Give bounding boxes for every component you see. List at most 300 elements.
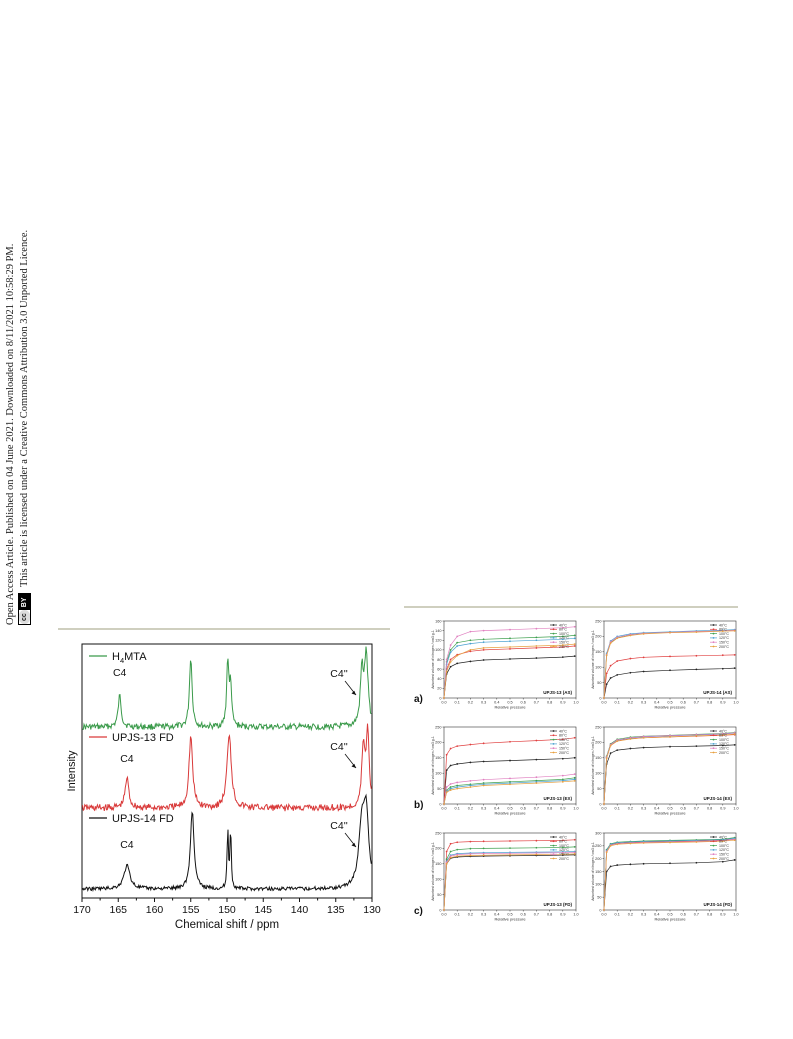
isotherm-point xyxy=(574,737,576,739)
nmr-spectrum-figure xyxy=(62,640,387,940)
y-tick-label: 80 xyxy=(437,657,442,662)
chart-title: UPJS-14 (EX) xyxy=(703,796,732,801)
legend-label: 200°C xyxy=(559,750,570,755)
y-tick-label: 0 xyxy=(599,908,602,913)
legend-label: 100°C xyxy=(719,631,730,636)
peak-label-c4pp: C4'' xyxy=(330,820,348,832)
isotherm-point xyxy=(443,803,445,805)
isotherm-point xyxy=(630,843,632,845)
isotherm-point xyxy=(450,789,452,791)
y-tick-label: 250 xyxy=(435,831,442,836)
x-tick-label: 0.4 xyxy=(654,700,660,705)
isotherm-point xyxy=(483,761,485,763)
isotherm-point xyxy=(536,847,538,849)
legend-label-3: UPJS-14 FD xyxy=(112,813,174,825)
isotherm-point xyxy=(643,842,645,844)
licence-text[interactable]: This article is licensed under a Creative Commons Attribution 3.0 Unported Licence. xyxy=(19,229,30,588)
legend-marker xyxy=(713,730,715,732)
legend-label: 120°C xyxy=(719,742,730,747)
legend-marker xyxy=(713,752,715,754)
x-tick-label: 160 xyxy=(145,904,164,916)
isotherm-point xyxy=(450,765,452,767)
y-tick-label: 250 xyxy=(595,844,602,849)
isotherm-point xyxy=(470,786,472,788)
x-tick-label: 0.7 xyxy=(533,912,540,917)
isotherm-point xyxy=(696,735,698,737)
isotherm-point xyxy=(669,669,671,671)
peak-arrowhead xyxy=(352,691,357,695)
isotherm-chart xyxy=(430,724,580,816)
isotherm-point xyxy=(616,740,618,742)
chart-title: UPJS-14 (FD) xyxy=(703,902,732,907)
isotherm-point xyxy=(456,662,458,664)
isotherm-point xyxy=(456,841,458,843)
isotherm-point xyxy=(483,742,485,744)
y-axis-label: Adsorbed volume of nitrogen / cm3 g-1 xyxy=(431,842,435,901)
x-tick-label: 145 xyxy=(254,904,273,916)
x-tick-label: 0.9 xyxy=(720,912,726,917)
isotherm-point xyxy=(456,788,458,790)
x-tick-label: 130 xyxy=(363,904,381,916)
x-tick-label: 0.8 xyxy=(546,912,553,917)
isotherm-chart xyxy=(590,724,740,816)
y-tick-label: 50 xyxy=(597,895,602,900)
isotherm-point xyxy=(643,863,645,865)
left-column-rule xyxy=(58,628,390,630)
x-tick-label: 0.8 xyxy=(706,912,713,917)
legend-label: 40°C xyxy=(559,835,568,840)
isotherm-point xyxy=(562,781,564,783)
x-tick-label: 0.4 xyxy=(494,806,500,811)
y-tick-label: 100 xyxy=(435,771,442,776)
isotherm-point xyxy=(450,788,452,790)
isotherm-svg xyxy=(590,830,740,922)
y-tick-label: 100 xyxy=(435,648,442,653)
licence-notice xyxy=(4,185,44,625)
y-tick-label: 200 xyxy=(435,846,442,851)
isotherm-point xyxy=(483,785,485,787)
legend-label: 80°C xyxy=(719,733,728,738)
legend-label: 150°C xyxy=(559,640,570,645)
isotherm-point xyxy=(443,697,445,699)
isotherm-point xyxy=(450,851,452,853)
isotherm-point xyxy=(456,642,458,644)
isotherm-point xyxy=(450,666,452,668)
legend-label: 100°C xyxy=(719,843,730,848)
isotherm-svg xyxy=(430,830,580,922)
legend-marker xyxy=(713,637,715,639)
legend-marker xyxy=(713,628,715,630)
x-tick-label: 0.4 xyxy=(654,806,660,811)
isotherm-point xyxy=(574,635,576,637)
isotherm-point xyxy=(470,762,472,764)
y-tick-label: 150 xyxy=(595,756,602,761)
isotherm-point xyxy=(616,637,618,639)
legend-label: 40°C xyxy=(559,729,568,734)
x-tick-label: 0.4 xyxy=(494,912,500,917)
x-tick-label: 0.3 xyxy=(480,700,487,705)
isotherm-point xyxy=(509,783,511,785)
x-axis-label: Chemical shift / ppm xyxy=(174,919,280,931)
y-tick-label: 150 xyxy=(435,756,442,761)
isotherm-point xyxy=(574,626,576,628)
isotherm-point xyxy=(446,659,448,661)
x-tick-label: 0.8 xyxy=(706,700,713,705)
y-tick-label: 200 xyxy=(595,634,602,639)
isotherm-chart xyxy=(590,830,740,922)
isotherm-point xyxy=(669,842,671,844)
isotherm-point xyxy=(722,668,724,670)
isotherm-point xyxy=(574,780,576,782)
isotherm-point xyxy=(616,864,618,866)
y-tick-label: 200 xyxy=(595,740,602,745)
legend-marker xyxy=(713,853,715,855)
isotherm-point xyxy=(536,657,538,659)
isotherm-point xyxy=(603,697,605,699)
legend-marker xyxy=(713,633,715,635)
y-tick-label: 100 xyxy=(595,882,602,887)
legend-marker xyxy=(713,646,715,648)
legend-label: 120°C xyxy=(719,848,730,853)
peak-arrowhead xyxy=(352,764,357,768)
peak-label-c4pp: C4'' xyxy=(330,741,348,753)
isotherm-point xyxy=(696,631,698,633)
legend-marker xyxy=(553,858,555,860)
x-tick-label: 135 xyxy=(326,904,345,916)
isotherm-chart xyxy=(430,618,580,710)
legend-marker xyxy=(553,730,555,732)
isotherm-point xyxy=(669,632,671,634)
legend-label: 40°C xyxy=(719,835,728,840)
isotherm-point xyxy=(450,651,452,653)
legend-marker xyxy=(553,641,555,643)
y-tick-label: 60 xyxy=(437,667,442,672)
isotherm-point xyxy=(509,778,511,780)
isotherm-point xyxy=(574,645,576,647)
isotherm-point xyxy=(456,854,458,856)
isotherm-point xyxy=(574,757,576,759)
y-tick-label: 250 xyxy=(435,725,442,730)
isotherm-point xyxy=(643,671,645,673)
isotherm-point xyxy=(483,630,485,632)
x-tick-label: 0.1 xyxy=(614,806,620,811)
isotherm-point xyxy=(616,674,618,676)
legend-marker xyxy=(713,858,715,860)
x-tick-label: 0.7 xyxy=(693,912,700,917)
isotherm-point xyxy=(734,733,736,735)
isotherm-point xyxy=(456,645,458,647)
isotherm-point xyxy=(630,635,632,637)
isotherm-point xyxy=(470,631,472,633)
y-tick-label: 300 xyxy=(595,831,602,836)
legend-marker xyxy=(713,845,715,847)
isotherm-point xyxy=(450,783,452,785)
isotherm-point xyxy=(483,840,485,842)
legend-label: 40°C xyxy=(719,729,728,734)
isotherm-point xyxy=(450,843,452,845)
legend-label: 120°C xyxy=(559,636,570,641)
x-tick-label: 0.7 xyxy=(533,806,540,811)
isotherm-point xyxy=(509,658,511,660)
legend-label: 150°C xyxy=(559,852,570,857)
isotherm-point xyxy=(456,745,458,747)
x-tick-label: 0.0 xyxy=(441,806,447,811)
legend-marker xyxy=(553,734,555,736)
x-tick-label: 0.1 xyxy=(454,806,460,811)
isotherm-point xyxy=(574,777,576,779)
isotherm-point xyxy=(450,659,452,661)
isotherm-point xyxy=(536,645,538,647)
isotherm-point xyxy=(536,628,538,630)
legend-label: 120°C xyxy=(719,636,730,641)
legend-marker xyxy=(553,752,555,754)
x-tick-label: 0.8 xyxy=(546,700,553,705)
isotherm-point xyxy=(509,760,511,762)
isotherm-point xyxy=(610,642,612,644)
legend-label: 100°C xyxy=(719,737,730,742)
peak-label-c4: C4 xyxy=(120,839,134,851)
legend-label: 150°C xyxy=(719,640,730,645)
isotherm-point xyxy=(606,672,608,674)
legend-marker xyxy=(553,836,555,838)
x-tick-label: 0.6 xyxy=(680,912,686,917)
legend-label: 120°C xyxy=(559,742,570,747)
isotherm-point xyxy=(643,656,645,658)
isotherm-chart xyxy=(590,618,740,710)
isotherm-point xyxy=(483,779,485,781)
isotherm-point xyxy=(483,638,485,640)
legend-label: 200°C xyxy=(719,750,730,755)
isotherm-point xyxy=(562,656,564,658)
isotherm-svg xyxy=(430,618,580,710)
legend-marker xyxy=(553,646,555,648)
isotherm-point xyxy=(696,668,698,670)
isotherm-point xyxy=(450,855,452,857)
x-tick-label: 0.0 xyxy=(441,912,447,917)
isotherm-point xyxy=(456,655,458,657)
legend-marker xyxy=(553,747,555,749)
isotherm-point xyxy=(509,648,511,650)
x-tick-label: 0.6 xyxy=(520,700,526,705)
x-tick-label: 1.0 xyxy=(733,700,739,705)
isotherm-point xyxy=(483,854,485,856)
legend-label: 150°C xyxy=(719,852,730,857)
x-tick-label: 0.0 xyxy=(601,912,607,917)
x-tick-label: 0.3 xyxy=(480,806,487,811)
isotherm-point xyxy=(734,839,736,841)
x-tick-label: 150 xyxy=(218,904,236,916)
legend-label: 100°C xyxy=(559,737,570,742)
x-tick-label: 0.0 xyxy=(601,806,607,811)
isotherm-point xyxy=(450,644,452,646)
y-tick-label: 150 xyxy=(435,862,442,867)
isotherm-point xyxy=(483,848,485,850)
legend-marker xyxy=(713,739,715,741)
legend-marker xyxy=(553,739,555,741)
legend-marker xyxy=(713,840,715,842)
legend-label: 80°C xyxy=(559,839,568,844)
x-axis-label: Relative pressure xyxy=(494,704,526,710)
y-axis-label: Adsorbed volume of nitrogen / cm3 g-1 xyxy=(591,842,595,901)
isotherm-point xyxy=(509,640,511,642)
isotherm-point xyxy=(722,861,724,863)
x-axis-label: Relative pressure xyxy=(494,810,526,816)
y-tick-label: 150 xyxy=(595,869,602,874)
y-tick-label: 100 xyxy=(595,665,602,670)
legend-label: 200°C xyxy=(719,856,730,861)
y-tick-label: 50 xyxy=(437,786,442,791)
legend-label: 150°C xyxy=(719,746,730,751)
isotherm-point xyxy=(446,754,448,756)
isotherm-point xyxy=(470,853,472,855)
x-axis-label: Relative pressure xyxy=(654,704,686,710)
legend-marker xyxy=(553,628,555,630)
isotherm-svg xyxy=(590,618,740,710)
isotherm-point xyxy=(734,859,736,861)
isotherm-point xyxy=(574,778,576,780)
isotherm-point xyxy=(606,655,608,657)
isotherm-point xyxy=(509,646,511,648)
x-tick-label: 0.5 xyxy=(507,700,513,705)
isotherm-point xyxy=(483,649,485,651)
x-tick-label: 0.8 xyxy=(706,806,713,811)
x-tick-label: 0.7 xyxy=(693,700,700,705)
nitrogen-isotherm-figure xyxy=(412,614,742,934)
isotherm-point xyxy=(470,841,472,843)
y-tick-label: 0 xyxy=(599,696,602,701)
y-tick-label: 0 xyxy=(439,802,442,807)
x-tick-label: 0.5 xyxy=(667,806,673,811)
isotherm-point xyxy=(450,661,452,663)
isotherm-point xyxy=(470,661,472,663)
isotherm-point xyxy=(722,654,724,656)
x-tick-label: 0.1 xyxy=(614,912,620,917)
y-tick-label: 0 xyxy=(599,802,602,807)
isotherm-point xyxy=(443,909,445,911)
y-axis-label: Adsorbed volume of nitrogen / cm3 g-1 xyxy=(431,736,435,795)
creative-commons-badge[interactable] xyxy=(18,593,31,625)
chart-title: UPJS-13 (AS) xyxy=(543,690,572,695)
isotherm-point xyxy=(643,747,645,749)
legend-marker xyxy=(713,641,715,643)
x-tick-label: 0.2 xyxy=(467,700,474,705)
right-column-rule xyxy=(404,606,738,608)
isotherm-point xyxy=(450,786,452,788)
x-tick-label: 0.6 xyxy=(520,806,526,811)
panel-letter: c) xyxy=(414,906,423,917)
x-axis-label: Relative pressure xyxy=(654,916,686,922)
y-tick-label: 150 xyxy=(595,650,602,655)
isotherm-point xyxy=(470,848,472,850)
isotherm-point xyxy=(536,639,538,641)
legend-label: 80°C xyxy=(559,627,568,632)
y-tick-label: 200 xyxy=(435,740,442,745)
isotherm-point xyxy=(696,862,698,864)
isotherm-point xyxy=(669,862,671,864)
legend-label: 80°C xyxy=(559,733,568,738)
isotherm-point xyxy=(616,749,618,751)
isotherm-point xyxy=(734,654,736,656)
x-axis-label: Relative pressure xyxy=(494,916,526,922)
isotherm-point xyxy=(669,656,671,658)
isotherm-point xyxy=(509,840,511,842)
isotherm-point xyxy=(483,853,485,855)
x-tick-label: 0.7 xyxy=(693,806,700,811)
isotherm-point xyxy=(630,748,632,750)
peak-label-c4pp: C4'' xyxy=(330,668,348,680)
y-tick-label: 0 xyxy=(439,696,442,701)
isotherm-point xyxy=(574,839,576,841)
y-tick-label: 50 xyxy=(437,892,442,897)
x-tick-label: 0.3 xyxy=(480,912,487,917)
legend-label: 40°C xyxy=(559,623,568,628)
isotherm-point xyxy=(470,785,472,787)
x-tick-label: 0.2 xyxy=(467,912,474,917)
isotherm-point xyxy=(630,738,632,740)
x-tick-label: 0.1 xyxy=(614,700,620,705)
y-tick-label: 100 xyxy=(435,877,442,882)
x-tick-label: 1.0 xyxy=(573,912,579,917)
isotherm-point xyxy=(483,641,485,643)
x-tick-label: 0.5 xyxy=(667,700,673,705)
isotherm-point xyxy=(696,745,698,747)
isotherm-point xyxy=(630,672,632,674)
isotherm-point xyxy=(509,847,511,849)
legend-marker xyxy=(713,836,715,838)
isotherm-point xyxy=(734,630,736,632)
x-tick-label: 0.9 xyxy=(560,806,566,811)
x-tick-label: 0.9 xyxy=(720,700,726,705)
isotherm-point xyxy=(536,636,538,638)
y-tick-label: 50 xyxy=(597,680,602,685)
x-tick-label: 0.2 xyxy=(467,806,474,811)
legend-label: 200°C xyxy=(559,644,570,649)
isotherm-point xyxy=(562,758,564,760)
x-tick-label: 1.0 xyxy=(573,806,579,811)
x-tick-label: 0.8 xyxy=(546,806,553,811)
isotherm-point xyxy=(509,741,511,743)
isotherm-point xyxy=(574,852,576,854)
x-tick-label: 0.6 xyxy=(680,806,686,811)
isotherm-point xyxy=(574,773,576,775)
x-tick-label: 0.2 xyxy=(627,806,634,811)
x-tick-label: 0.3 xyxy=(640,806,647,811)
legend-marker xyxy=(553,743,555,745)
isotherm-point xyxy=(446,671,448,673)
isotherm-point xyxy=(734,744,736,746)
isotherm-point xyxy=(536,852,538,854)
isotherm-point xyxy=(456,849,458,851)
isotherm-point xyxy=(643,737,645,739)
isotherm-point xyxy=(509,854,511,856)
legend-label: 40°C xyxy=(719,623,728,628)
cc-icon: cc xyxy=(19,610,30,624)
isotherm-point xyxy=(456,786,458,788)
legend-label: 150°C xyxy=(559,746,570,751)
isotherm-point xyxy=(509,852,511,854)
y-tick-label: 0 xyxy=(439,908,442,913)
legend-marker xyxy=(713,743,715,745)
isotherm-point xyxy=(574,637,576,639)
isotherm-point xyxy=(616,660,618,662)
x-tick-label: 0.5 xyxy=(667,912,673,917)
y-tick-label: 100 xyxy=(595,771,602,776)
x-tick-label: 0.0 xyxy=(601,700,607,705)
isotherm-point xyxy=(450,748,452,750)
isotherm-point xyxy=(536,854,538,856)
isotherm-point xyxy=(446,851,448,853)
isotherm-point xyxy=(606,851,608,853)
